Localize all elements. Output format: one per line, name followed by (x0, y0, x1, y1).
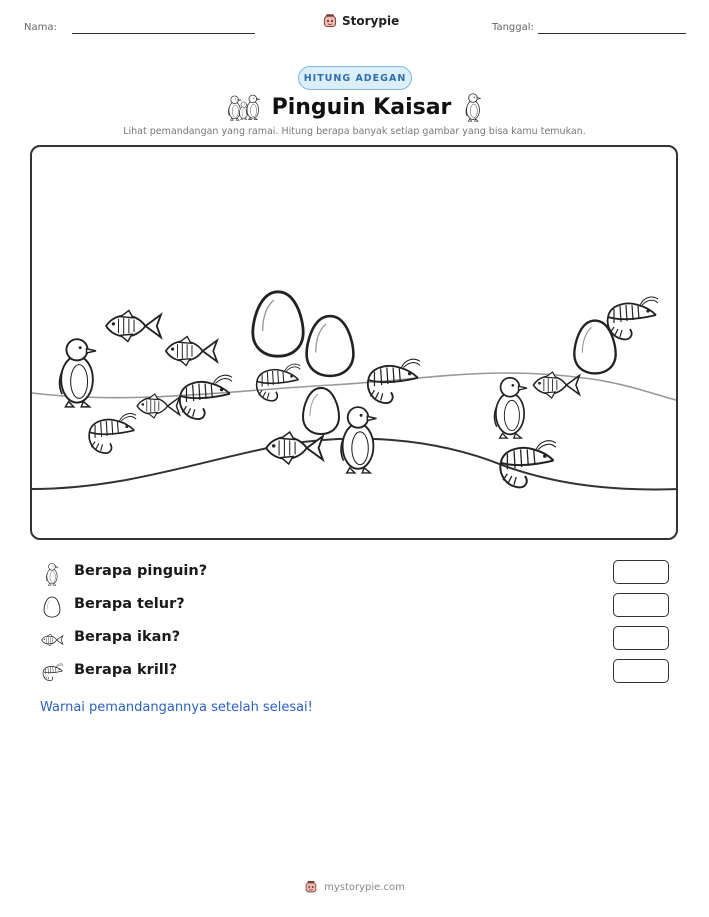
fish (266, 432, 323, 464)
footer-url[interactable]: mystorypie.com (324, 881, 405, 893)
egg (303, 388, 339, 434)
fish (166, 337, 217, 366)
name-label: Nama: (24, 22, 57, 33)
question-fish (40, 626, 680, 654)
question-penguin (40, 560, 680, 588)
krill (180, 375, 232, 419)
fish-icon (40, 628, 64, 652)
krill (89, 414, 136, 454)
date-field[interactable] (538, 33, 686, 34)
krill (257, 364, 301, 401)
answer-box-egg[interactable] (613, 593, 669, 617)
penguin-icon (40, 562, 64, 586)
fish (106, 311, 161, 342)
storypie-mascot-icon (322, 13, 338, 29)
answer-box-fish[interactable] (613, 626, 669, 650)
counting-scene (30, 145, 678, 540)
date-label: Tanggal: (492, 22, 534, 33)
krill (368, 359, 420, 403)
answer-box-penguin[interactable] (613, 560, 669, 584)
storypie-mascot-icon (304, 880, 318, 894)
title-row (0, 92, 709, 122)
penguin (341, 407, 376, 473)
name-field[interactable] (72, 33, 255, 34)
krill (608, 297, 658, 339)
egg-icon (40, 595, 64, 619)
page-title: Pinguin Kaisar (271, 94, 452, 120)
question-text: Berapa krill? (74, 662, 178, 678)
question-text: Berapa ikan? (74, 629, 181, 645)
back-ice-line (32, 373, 678, 401)
penguin-family-icon (226, 93, 260, 121)
question-text: Berapa pinguin? (74, 563, 208, 579)
krill (500, 441, 555, 488)
coloring-note: Warnai pemandangannya setelah selesai! (40, 700, 313, 715)
activity-badge: HITUNG ADEGAN (298, 66, 412, 90)
question-krill (40, 659, 680, 687)
footer (0, 880, 709, 894)
krill-icon (40, 661, 64, 685)
scene-illustration (32, 147, 678, 540)
penguin (494, 378, 527, 438)
instructions: Lihat pemandangan yang ramai. Hitung berapa banyak setiap gambar yang bisa kamu temukan. (123, 126, 586, 137)
egg (307, 316, 354, 376)
brand-logo (322, 13, 399, 29)
egg (253, 292, 303, 356)
penguin-icon (463, 92, 483, 122)
answer-box-krill[interactable] (613, 659, 669, 683)
question-egg (40, 593, 680, 621)
question-text: Berapa telur? (74, 596, 185, 612)
brand-name: Storypie (342, 14, 400, 28)
